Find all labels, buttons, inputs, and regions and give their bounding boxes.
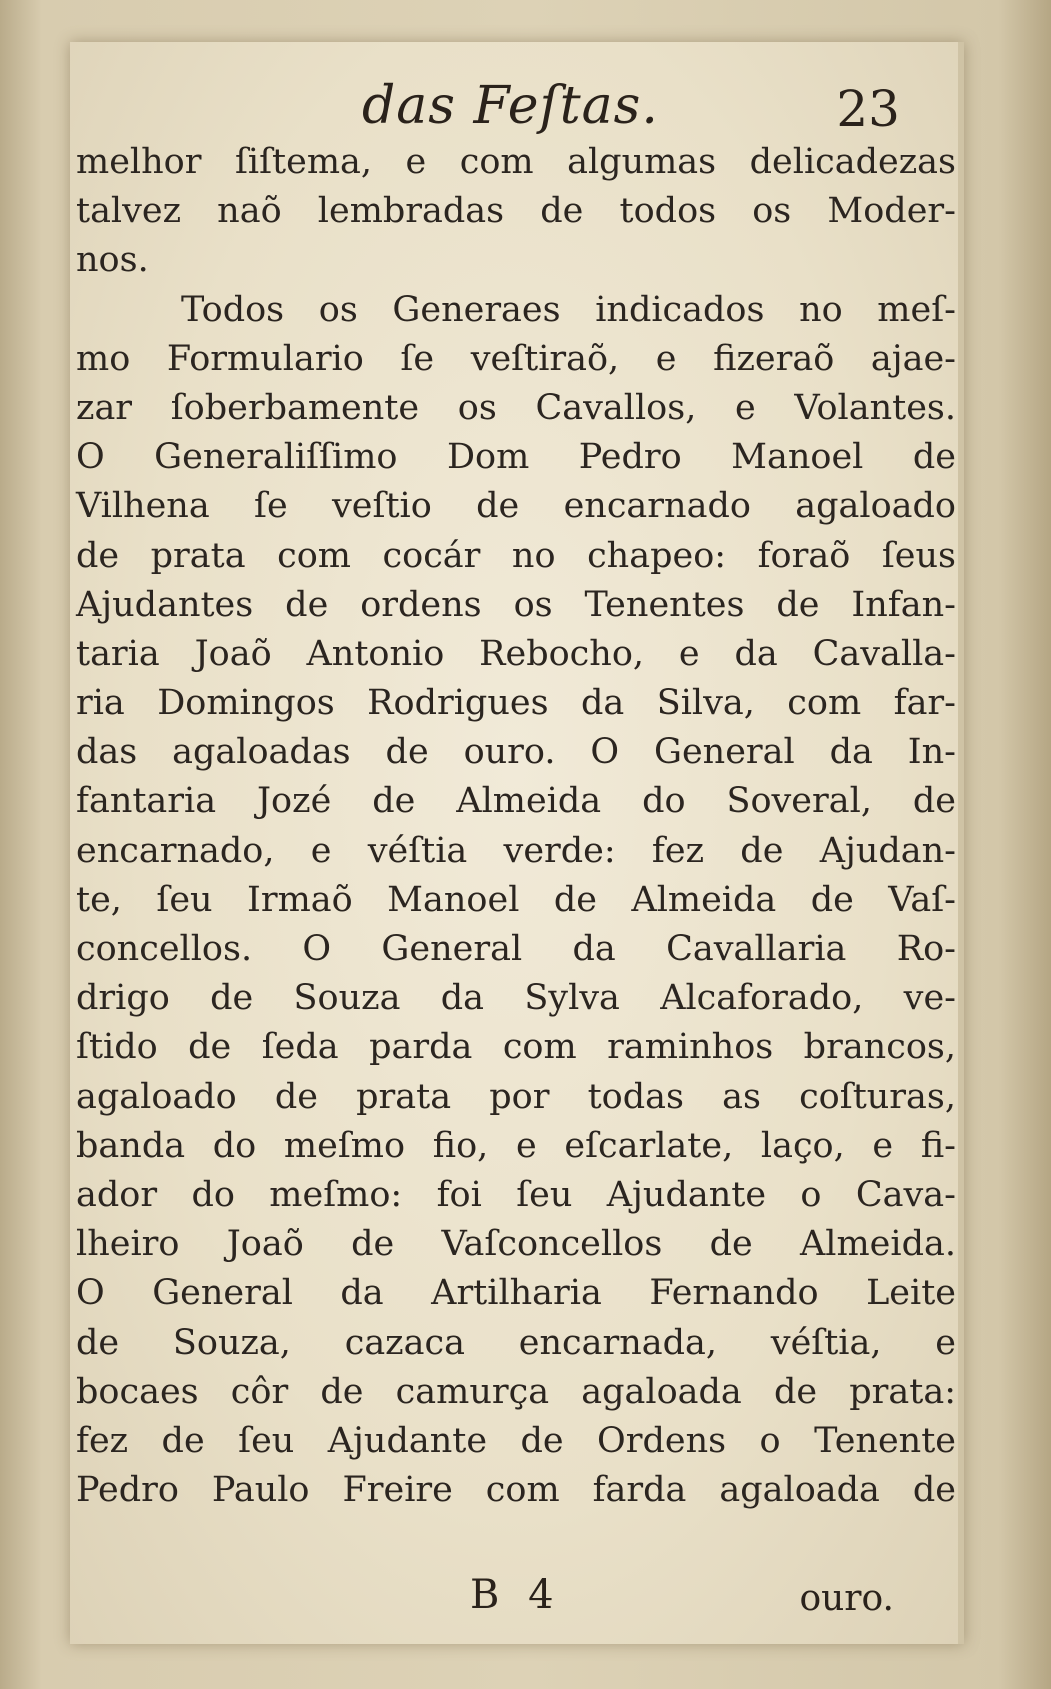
text-line: de Souza, cazaca encarnada, véſtia, e [76,1322,956,1363]
text-line: agaloado de prata por todas as coſturas, [76,1076,956,1117]
text-line: ſtido de ſeda parda com raminhos brancos, [76,1027,956,1068]
text-line: ador do meſmo: foi ſeu Ajudante o Cava- [76,1174,956,1215]
text-line: encarnado, e véſtia verde: fez de Ajudan- [76,830,956,871]
text-line: zar ſoberbamente os Cavallos, e Volantes. [76,387,956,428]
text-line: fantaria Jozé de Almeida do Soveral, de [76,781,956,822]
catchword: ouro. [799,1578,894,1619]
page-footer [70,1572,958,1632]
text-line: mo Formulario ſe veſtiraõ, e fizeraõ ajae- [76,338,956,379]
text-line: banda do meſmo fio, e eſcarlate, laço, e fi- [76,1125,956,1166]
text-line: de prata com cocár no chapeo: foraõ ſeus [76,535,956,576]
text-line: O General da Artilharia Fernando Leite [76,1273,956,1314]
paragraph-start-line: Todos os Generaes indicados no meſ- [181,289,956,330]
text-line: melhor ſiſtema, e com algumas delicadezas [76,142,956,182]
text-line: bocaes côr de camurça agaloada de prata: [76,1371,956,1412]
text-line: talvez naõ lembradas de todos os Moder- [76,191,956,232]
text-line: Ajudantes de ordens os Tenentes de Infan- [76,584,956,625]
signature-mark: B 4 [470,1572,562,1618]
page-number: 23 [836,80,900,138]
text-line: Vilhena ſe veſtio de encarnado agaloado [76,486,956,527]
book-page [70,42,964,1644]
running-title: das Feſtas. [362,76,659,136]
text-line: O Generaliſſimo Dom Pedro Manoel de [76,437,956,478]
text-line: fez de ſeu Ajudante de Ordens o Tenente [76,1420,956,1461]
text-line: te, ſeu Irmaõ Manoel de Almeida de Vaſ- [76,879,956,920]
text-line: das agaloadas de ouro. O General da In- [76,732,956,773]
text-line: concellos. O General da Cavallaria Ro- [76,929,956,969]
text-line: drigo de Souza da Sylva Alcaforado, ve- [76,978,956,1019]
text-line: nos. [76,240,149,281]
text-line: Pedro Paulo Freire com farda agaloada de [76,1470,956,1511]
text-line: taria Joaõ Antonio Rebocho, e da Cavalla- [76,633,956,674]
text-line: lheiro Joaõ de Vaſconcellos de Almeida. [76,1224,956,1265]
text-line: ria Domingos Rodrigues da Silva, com far- [76,683,956,724]
body-text [76,138,956,1515]
